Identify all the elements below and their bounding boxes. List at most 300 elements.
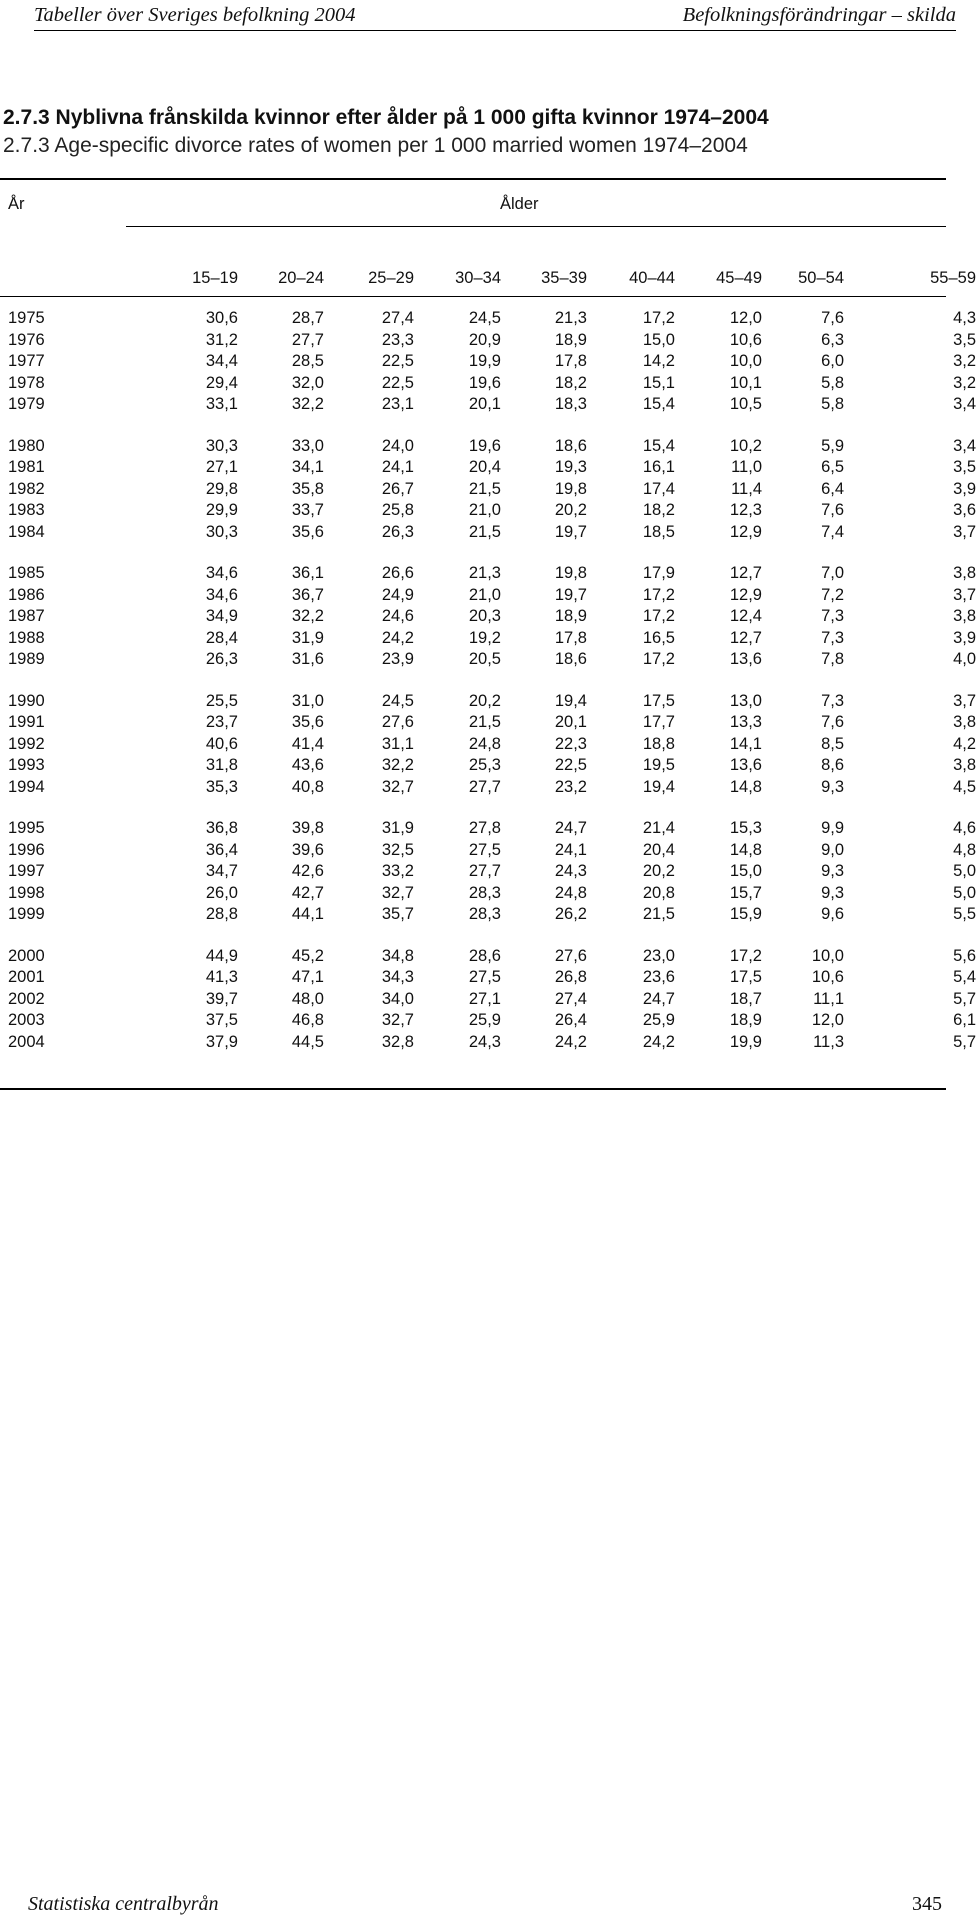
table-cell: 31,0 [291,691,324,710]
table-cell: 23,9 [381,650,414,668]
table-cell: 24,2 [381,628,414,647]
table-cell: 26,7 [381,479,414,498]
table-cell: 20,4 [642,840,675,859]
table-cell: 34,6 [205,564,238,582]
row-year: 1984 [8,522,45,541]
table-row [0,861,976,883]
table-cell: 36,4 [205,840,238,859]
table-cell: 14,8 [729,777,762,796]
table-cell: 35,6 [291,713,324,731]
table-cell: 4,2 [953,734,976,753]
row-year: 1999 [8,905,45,923]
table-cell: 24,5 [381,691,414,710]
table-cell: 5,7 [953,989,976,1008]
age-column-header: 25–29 [368,269,414,287]
row-year: 1980 [8,436,45,455]
table-cell: 27,1 [205,458,238,476]
row-year: 1994 [8,777,45,796]
table-cell: 10,5 [729,395,762,413]
table-cell: 20,1 [468,395,501,413]
table-cell: 27,4 [381,309,414,327]
table-cell: 32,8 [381,1032,414,1051]
row-year: 1993 [8,756,45,774]
table-cell: 31,9 [291,628,324,647]
table-cell: 3,7 [953,585,976,604]
table-cell: 23,1 [381,395,414,413]
table-cell: 34,7 [205,862,238,880]
table-cell: 18,2 [642,501,675,519]
table-cell: 5,0 [953,862,976,880]
table-cell: 22,5 [381,373,414,392]
table-title-swedish: 2.7.3 Nyblivna frånskilda kvinnor efter ålder på 1 000 gifta kvinnor 1974–2004 [3,106,769,129]
table-cell: 23,6 [642,968,675,986]
row-year: 1996 [8,840,45,859]
table-cell: 16,1 [642,458,675,476]
table-cell: 24,6 [381,607,414,625]
table-row [0,373,976,395]
table-cell: 19,4 [554,691,587,710]
row-year: 2002 [8,989,45,1008]
table-cell: 17,9 [642,564,675,582]
table-cell: 37,5 [205,1011,238,1029]
row-year: 1995 [8,819,45,837]
table-row [0,840,976,862]
table-cell: 18,5 [642,522,675,541]
table-cell: 31,9 [381,819,414,837]
table-cell: 39,7 [205,989,238,1008]
table-cell: 45,2 [291,946,324,965]
table-cell: 36,7 [291,585,324,604]
table-cell: 7,4 [821,522,844,541]
row-year: 2004 [8,1032,45,1051]
table-cell: 17,4 [642,479,675,498]
table-row [0,777,976,799]
age-column-header: 30–34 [455,269,501,287]
table-cell: 24,5 [468,309,501,327]
table-cell: 19,7 [554,522,587,541]
table-cell: 12,3 [729,501,762,519]
table-cell: 44,1 [291,905,324,923]
table-cell: 11,1 [813,989,844,1008]
table-cell: 7,6 [821,501,844,519]
year-group [0,308,976,416]
table-cell: 12,9 [729,522,762,541]
table-cell: 13,3 [729,713,762,731]
table-cell: 19,6 [468,436,501,455]
table-cell: 15,9 [729,905,762,923]
table-cell: 22,5 [554,756,587,774]
age-column-header: 40–44 [629,269,675,287]
table-cell: 34,6 [205,585,238,604]
row-year: 1983 [8,501,45,519]
table-row [0,946,976,968]
table-cell: 34,0 [381,989,414,1008]
table-cell: 3,5 [953,330,976,349]
table-cell: 28,3 [468,905,501,923]
row-year: 1979 [8,395,45,413]
table-cell: 30,3 [205,436,238,455]
table-cell: 15,0 [642,330,675,349]
header-publication-title: Tabeller över Sveriges befolkning 2004 [34,4,356,26]
table-row [0,818,976,840]
table-cell: 28,7 [291,309,324,327]
table-cell: 3,5 [953,458,976,476]
table-cell: 10,2 [729,436,762,455]
table-cell: 24,9 [381,585,414,604]
table-cell: 19,5 [642,756,675,774]
table-cell: 33,7 [291,501,324,519]
table-cell: 47,1 [291,968,324,986]
table-cell: 9,3 [821,777,844,796]
table-cell: 28,4 [205,628,238,647]
table-cell: 10,1 [729,373,762,392]
table-cell: 28,6 [468,946,501,965]
table-cell: 48,0 [291,989,324,1008]
table-cell: 6,1 [953,1011,976,1029]
table-cell: 32,0 [291,373,324,392]
table-cell: 21,3 [468,564,501,582]
table-cell: 20,2 [468,691,501,710]
table-row [0,904,976,926]
table-cell: 10,0 [729,352,762,370]
table-cell: 7,8 [821,650,844,668]
table-row [0,308,976,330]
table-cell: 30,3 [205,522,238,541]
table-cell: 27,8 [468,819,501,837]
table-row [0,755,976,777]
age-column-header: 50–54 [798,269,844,287]
table-cell: 18,9 [554,330,587,349]
table-cell: 6,3 [821,330,844,349]
table-cell: 20,8 [642,883,675,902]
table-row [0,436,976,458]
year-group [0,436,976,544]
table-cell: 14,8 [729,840,762,859]
table-cell: 23,0 [642,946,675,965]
table-cell: 41,3 [205,968,238,986]
year-group [0,946,976,1054]
running-header [34,0,956,31]
table-cell: 8,6 [821,756,844,774]
table-cell: 5,8 [821,395,844,413]
table-cell: 3,8 [953,713,976,731]
table-cell: 40,6 [205,734,238,753]
table-cell: 24,0 [381,436,414,455]
year-group [0,691,976,799]
row-year: 1989 [8,650,45,668]
table-cell: 25,5 [205,691,238,710]
table-cell: 9,3 [821,883,844,902]
table-cell: 40,8 [291,777,324,796]
age-column-header: 15–19 [192,269,238,287]
table-cell: 44,9 [205,946,238,965]
table-cell: 7,6 [821,309,844,327]
table-cell: 3,9 [953,479,976,498]
table-cell: 27,6 [554,946,587,965]
row-year: 1992 [8,734,45,753]
age-column-header: 45–49 [716,269,762,287]
table-cell: 27,6 [381,713,414,731]
table-cell: 19,3 [554,458,587,476]
table-row [0,649,976,671]
table-cell: 11,0 [731,458,762,476]
table-cell: 32,2 [291,607,324,625]
table-cell: 24,8 [554,883,587,902]
table-cell: 21,0 [468,585,501,604]
table-cell: 16,5 [642,628,675,647]
age-column-headers [0,269,976,291]
table-row [0,563,976,585]
table-cell: 3,7 [953,522,976,541]
table-cell: 29,4 [205,373,238,392]
table-cell: 10,6 [811,968,844,986]
table-cell: 36,8 [205,819,238,837]
table-cell: 9,3 [821,862,844,880]
table-cell: 4,8 [953,840,976,859]
table-cell: 3,2 [953,373,976,392]
age-column-header: 55–59 [930,269,976,287]
table-cell: 25,3 [468,756,501,774]
table-cell: 19,9 [468,352,501,370]
table-cell: 21,5 [468,522,501,541]
table-cell: 17,8 [554,628,587,647]
table-row [0,967,976,989]
year-group [0,818,976,926]
table-cell: 6,4 [821,479,844,498]
table-cell: 32,7 [381,883,414,902]
table-cell: 12,9 [729,585,762,604]
table-cell: 6,0 [821,352,844,370]
age-column-header: 20–24 [278,269,324,287]
table-cell: 17,2 [642,309,675,327]
table-cell: 27,7 [468,862,501,880]
table-cell: 3,8 [953,607,976,625]
table-cell: 24,1 [554,840,587,859]
table-cell: 35,3 [205,777,238,796]
table-cell: 27,1 [468,989,501,1008]
table-cell: 17,2 [642,607,675,625]
row-year: 2003 [8,1011,45,1029]
table-cell: 5,5 [953,905,976,923]
table-cell: 4,6 [953,819,976,837]
table-cell: 10,6 [729,330,762,349]
table-row [0,585,976,607]
table-cell: 26,0 [205,883,238,902]
table-cell: 8,5 [821,734,844,753]
table-cell: 31,1 [381,734,414,753]
table-cell: 3,9 [953,628,976,647]
table-titles [3,104,953,160]
table-cell: 4,3 [953,309,976,327]
table-cell: 15,4 [642,395,675,413]
table-cell: 26,2 [554,905,587,923]
table-row [0,883,976,905]
table-cell: 25,8 [381,501,414,519]
table-cell: 27,5 [468,968,501,986]
table-cell: 9,0 [821,840,844,859]
table-cell: 20,1 [554,713,587,731]
header-section-title: Befolkningsförändringar – skilda [682,4,956,26]
table-row [0,712,976,734]
table-cell: 15,1 [642,373,675,392]
table-cell: 22,5 [381,352,414,370]
table-cell: 19,4 [642,777,675,796]
row-year: 1991 [8,713,45,731]
table-cell: 23,3 [381,330,414,349]
age-header-rule [126,226,946,227]
table-cell: 42,7 [291,883,324,902]
year-group [0,563,976,671]
table-cell: 3,6 [953,501,976,519]
table-cell: 13,0 [729,691,762,710]
table-cell: 26,3 [205,650,238,668]
table-cell: 28,3 [468,883,501,902]
table-cell: 4,0 [953,650,976,668]
table-cell: 34,1 [291,458,324,476]
table-cell: 19,2 [468,628,501,647]
table-cell: 44,5 [291,1032,324,1051]
row-year: 1981 [8,458,45,476]
row-year: 2000 [8,946,45,965]
table-cell: 5,8 [821,373,844,392]
table-body [0,308,976,1073]
table-cell: 5,0 [953,883,976,902]
year-column-header: År [8,195,25,213]
table-cell: 24,7 [642,989,675,1008]
table-cell: 17,2 [642,650,675,668]
table-cell: 19,6 [468,373,501,392]
table-cell: 27,4 [554,989,587,1008]
table-cell: 42,6 [291,862,324,880]
table-cell: 18,6 [554,650,587,668]
table-row [0,691,976,713]
table-cell: 18,9 [554,607,587,625]
table-cell: 15,7 [729,883,762,902]
table-cell: 5,9 [821,436,844,455]
table-row [0,606,976,628]
table-cell: 21,5 [468,713,501,731]
row-year: 1982 [8,479,45,498]
row-year: 1976 [8,330,45,349]
table-cell: 3,8 [953,564,976,582]
table-row [0,479,976,501]
table-cell: 21,0 [468,501,501,519]
table-cell: 3,2 [953,352,976,370]
table-row [0,628,976,650]
table-cell: 12,0 [729,309,762,327]
table-cell: 12,7 [729,564,762,582]
table-cell: 15,3 [729,819,762,837]
page-number: 345 [912,1893,942,1915]
table-cell: 23,2 [554,777,587,796]
table-cell: 26,6 [381,564,414,582]
table-cell: 5,6 [953,946,976,965]
table-cell: 19,9 [729,1032,762,1051]
table-row [0,500,976,522]
table-row [0,522,976,544]
table-cell: 19,7 [554,585,587,604]
table-row [0,394,976,416]
table-cell: 17,2 [642,585,675,604]
table-cell: 21,5 [642,905,675,923]
row-year: 1975 [8,309,45,327]
table-cell: 39,6 [291,840,324,859]
table-bottom-rule [0,1088,946,1090]
table-cell: 33,2 [381,862,414,880]
table-cell: 24,3 [554,862,587,880]
table-cell: 7,3 [821,628,844,647]
table-cell: 22,3 [554,734,587,753]
table-cell: 20,9 [468,330,501,349]
table-cell: 24,8 [468,734,501,753]
table-cell: 30,6 [205,309,238,327]
table-cell: 12,4 [729,607,762,625]
table-cell: 18,2 [554,373,587,392]
table-cell: 12,0 [811,1011,844,1029]
table-cell: 35,8 [291,479,324,498]
table-row [0,1032,976,1054]
table-cell: 14,1 [729,734,762,753]
table-cell: 9,6 [821,905,844,923]
row-year: 1985 [8,564,45,582]
table-row [0,734,976,756]
row-year: 1987 [8,607,45,625]
table-cell: 19,8 [554,479,587,498]
row-year: 2001 [8,968,45,986]
table-cell: 31,8 [205,756,238,774]
row-year: 1990 [8,691,45,710]
table-cell: 5,7 [953,1032,976,1051]
table-cell: 27,7 [468,777,501,796]
table-cell: 25,9 [642,1011,675,1029]
table-cell: 7,6 [821,713,844,731]
header-bottom-rule [0,296,946,297]
table-cell: 21,5 [468,479,501,498]
table-cell: 25,9 [468,1011,501,1029]
table-cell: 7,3 [821,691,844,710]
table-cell: 24,1 [381,458,414,476]
table-cell: 32,7 [381,1011,414,1029]
table-cell: 31,2 [205,330,238,349]
row-year: 1986 [8,585,45,604]
table-cell: 18,6 [554,436,587,455]
table-cell: 7,0 [821,564,844,582]
table-cell: 24,2 [642,1032,675,1051]
table-cell: 10,0 [811,946,844,965]
age-column-header: 35–39 [541,269,587,287]
table-cell: 24,7 [554,819,587,837]
table-cell: 32,7 [381,777,414,796]
table-cell: 5,4 [953,968,976,986]
table-cell: 4,5 [953,777,976,796]
table-cell: 32,5 [381,840,414,859]
table-row [0,1010,976,1032]
table-cell: 17,8 [554,352,587,370]
table-cell: 13,6 [729,650,762,668]
table-cell: 28,8 [205,905,238,923]
table-cell: 23,7 [205,713,238,731]
table-cell: 37,9 [205,1032,238,1051]
table-cell: 11,4 [731,479,762,498]
row-year: 1988 [8,628,45,647]
table-row [0,989,976,1011]
table-cell: 43,6 [291,756,324,774]
table-cell: 15,0 [729,862,762,880]
table-title-english: 2.7.3 Age-specific divorce rates of women per 1 000 married women 1974–2004 [3,134,748,157]
table-cell: 7,3 [821,607,844,625]
table-cell: 26,8 [554,968,587,986]
table-cell: 32,2 [381,756,414,774]
